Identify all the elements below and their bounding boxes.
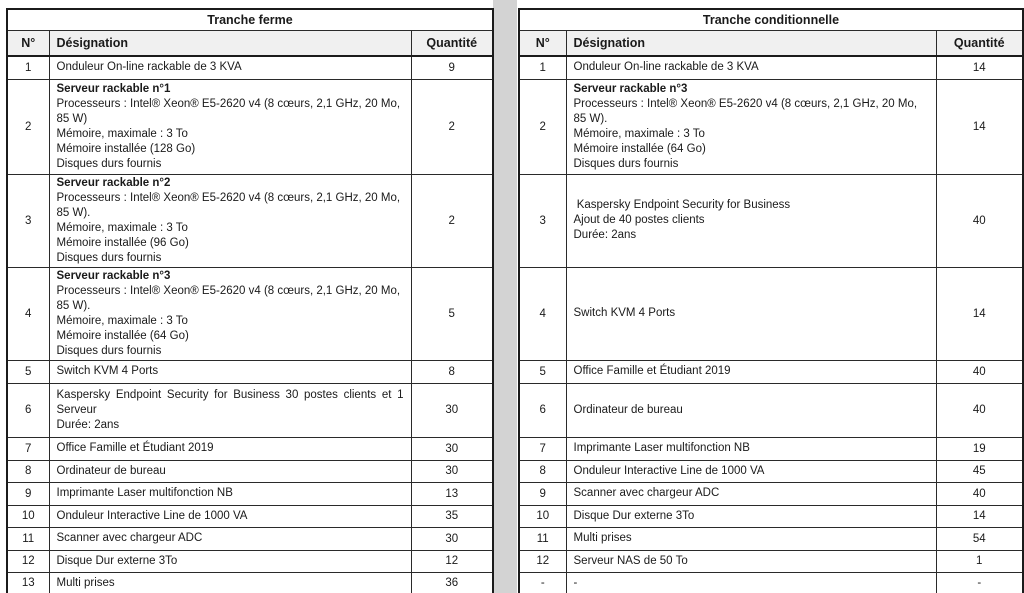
designation-line: Scanner avec chargeur ADC [56,532,203,544]
designation-line: Processeurs : Intel® Xeon® E5-2620 v4 (8 cœurs, 2,1 GHz, 20 Mo, [56,97,401,110]
col-header-quantity: Quantité [936,31,1023,57]
row-number: 11 [7,527,49,550]
designation-line: Kaspersky Endpoint Security for Business 30 postes clients et 1 [56,388,404,401]
row-quantity: 54 [936,527,1023,550]
row-number: 4 [7,267,49,360]
designation-line: Onduleur Interactive Line de 1000 VA [573,464,765,477]
table-row [519,437,1023,460]
row-number: 12 [7,550,49,572]
row-number: 2 [7,79,49,174]
table-row [519,505,1023,527]
row-quantity: 40 [936,482,1023,505]
table-title-row [519,9,1023,31]
tranche-ferme-table [6,8,492,593]
row-quantity: 1 [936,550,1023,572]
designation-line: Imprimante Laser multifonction NB [573,442,750,454]
designation-line: Mémoire installée (64 Go) [56,329,189,342]
row-number: 12 [519,550,566,572]
table-row [519,360,1023,383]
row-number: 4 [519,267,566,360]
row-number: 6 [7,383,49,437]
table-row [519,460,1023,482]
designation-line: Disques durs fournis [56,344,162,357]
row-quantity: 14 [936,56,1023,79]
table-title: Tranche conditionnelle [519,9,1023,31]
table-row [519,482,1023,505]
row-quantity: 9 [411,56,493,79]
row-designation [566,572,936,593]
row-number: 5 [7,360,49,383]
row-designation [566,174,936,267]
row-number: 9 [7,482,49,505]
row-designation [49,383,411,437]
table-row [519,550,1023,572]
row-number: 6 [519,383,566,437]
row-designation [566,460,936,482]
row-designation [566,56,936,79]
designation-line: Disque Dur externe 3To [573,509,695,522]
row-designation [566,267,936,360]
designation-line: Ordinateur de bureau [56,464,166,477]
row-quantity: 2 [411,79,493,174]
col-header-quantity: Quantité [411,31,493,57]
designation-line: Office Famille et Étudiant 2019 [573,365,731,377]
designation-line: Serveur NAS de 50 To [573,554,688,567]
row-number: 11 [519,527,566,550]
row-designation [49,550,411,572]
table-row [519,383,1023,437]
designation-line: Processeurs : Intel® Xeon® E5-2620 v4 (8 cœurs, 2,1 GHz, 20 Mo, [573,97,918,110]
designation-line: Onduleur Interactive Line de 1000 VA [56,509,248,522]
row-designation [566,505,936,527]
designation-line: 85 W). [573,112,608,125]
table-row [7,437,493,460]
designation-line: Office Famille et Étudiant 2019 [56,442,214,454]
row-designation [49,267,411,360]
row-quantity: 40 [936,174,1023,267]
row-quantity: 19 [936,437,1023,460]
row-number: 13 [7,572,49,593]
table-row [7,383,493,437]
table-gap-divider [493,0,517,593]
row-quantity: 30 [411,527,493,550]
table-row [519,527,1023,550]
tranche-ferme-grid [6,8,494,593]
table-row [7,572,493,593]
row-quantity: 14 [936,505,1023,527]
col-header-num: N° [519,31,566,57]
designation-line: Onduleur On-line rackable de 3 KVA [573,61,759,74]
row-designation [566,437,936,460]
row-quantity: 30 [411,460,493,482]
row-quantity: 8 [411,360,493,383]
row-number: 8 [519,460,566,482]
designation-line: Onduleur On-line rackable de 3 KVA [56,61,242,74]
row-designation [49,527,411,550]
row-number: 7 [519,437,566,460]
row-number: 9 [519,482,566,505]
row-number: - [519,572,566,593]
tranche-conditionnelle-table [518,8,1022,593]
row-quantity: 30 [411,383,493,437]
designation-line: Durée: 2ans [56,418,120,431]
table-row [7,56,493,79]
row-quantity: 5 [411,267,493,360]
table-row [7,360,493,383]
row-number: 3 [519,174,566,267]
row-quantity: 14 [936,267,1023,360]
row-number: 1 [519,56,566,79]
row-number: 3 [7,174,49,267]
designation-line: Kaspersky Endpoint Security for Business [573,199,791,211]
row-quantity: 40 [936,360,1023,383]
designation-line: Multi prises [573,532,632,544]
table-row [519,267,1023,360]
row-quantity: - [936,572,1023,593]
row-designation [566,360,936,383]
designation-line: Serveur rackable n°1 [56,82,171,95]
table-row [519,572,1023,593]
row-number: 10 [7,505,49,527]
designation-line: Mémoire, maximale : 3 To [56,314,188,327]
row-quantity: 2 [411,174,493,267]
designation-line: 85 W). [56,206,91,219]
designation-line: - [573,576,578,589]
table-row [519,56,1023,79]
table-row [7,267,493,360]
row-quantity: 14 [936,79,1023,174]
row-designation [49,360,411,383]
designation-line: Serveur [56,403,97,416]
designation-line: Switch KVM 4 Ports [573,307,676,319]
row-quantity: 40 [936,383,1023,437]
col-header-num: N° [7,31,49,57]
designation-line: Mémoire, maximale : 3 To [56,127,188,140]
designation-line: Mémoire installée (128 Go) [56,142,196,155]
row-number: 1 [7,56,49,79]
table-row [7,174,493,267]
designation-line: Disques durs fournis [56,251,162,264]
designation-line: Mémoire installée (64 Go) [573,142,706,155]
designation-line: Disques durs fournis [573,157,679,170]
table-row [7,482,493,505]
row-number: 2 [519,79,566,174]
table-row [519,79,1023,174]
table-row [519,174,1023,267]
row-designation [566,527,936,550]
designation-line: Serveur rackable n°3 [56,269,171,282]
table-title-row [7,9,493,31]
designation-line: Durée: 2ans [573,229,637,241]
row-quantity: 30 [411,437,493,460]
row-quantity: 45 [936,460,1023,482]
designation-line: Processeurs : Intel® Xeon® E5-2620 v4 (8 cœurs, 2,1 GHz, 20 Mo, [56,191,401,204]
table-row [7,550,493,572]
designation-line: 85 W) [56,112,88,125]
designation-line: Disques durs fournis [56,157,162,170]
designation-line: Serveur rackable n°3 [573,82,688,95]
table-header-row [7,31,493,57]
table-title: Tranche ferme [7,9,493,31]
row-designation [566,550,936,572]
row-quantity: 35 [411,505,493,527]
row-designation [49,460,411,482]
row-designation [49,437,411,460]
row-designation [49,79,411,174]
row-quantity: 13 [411,482,493,505]
designation-line: Mémoire, maximale : 3 To [56,221,188,234]
designation-line: 85 W). [56,299,91,312]
designation-line: Serveur rackable n°2 [56,176,171,189]
designation-line: Imprimante Laser multifonction NB [56,487,233,499]
tranche-conditionnelle-grid [518,8,1024,593]
table-header-row [519,31,1023,57]
row-designation [49,56,411,79]
col-header-designation: Désignation [49,31,411,57]
designation-line: Switch KVM 4 Ports [56,365,159,377]
designation-line: Disque Dur externe 3To [56,554,178,567]
designation-line: Ajout de 40 postes clients [573,214,705,226]
row-designation [566,383,936,437]
row-quantity: 36 [411,572,493,593]
row-designation [49,482,411,505]
table-row [7,460,493,482]
row-number: 8 [7,460,49,482]
designation-line: Ordinateur de bureau [573,403,683,416]
row-number: 10 [519,505,566,527]
row-designation [566,79,936,174]
row-number: 5 [519,360,566,383]
row-number: 7 [7,437,49,460]
designation-line: Mémoire installée (96 Go) [56,236,189,249]
designation-line: Scanner avec chargeur ADC [573,487,720,499]
row-designation [49,505,411,527]
row-quantity: 12 [411,550,493,572]
designation-line: Mémoire, maximale : 3 To [573,127,705,140]
designation-line: Multi prises [56,576,115,589]
designation-line: Processeurs : Intel® Xeon® E5-2620 v4 (8 cœurs, 2,1 GHz, 20 Mo, [56,284,401,297]
row-designation [566,482,936,505]
table-row [7,527,493,550]
col-header-designation: Désignation [566,31,936,57]
table-row [7,79,493,174]
row-designation [49,572,411,593]
table-row [7,505,493,527]
row-designation [49,174,411,267]
